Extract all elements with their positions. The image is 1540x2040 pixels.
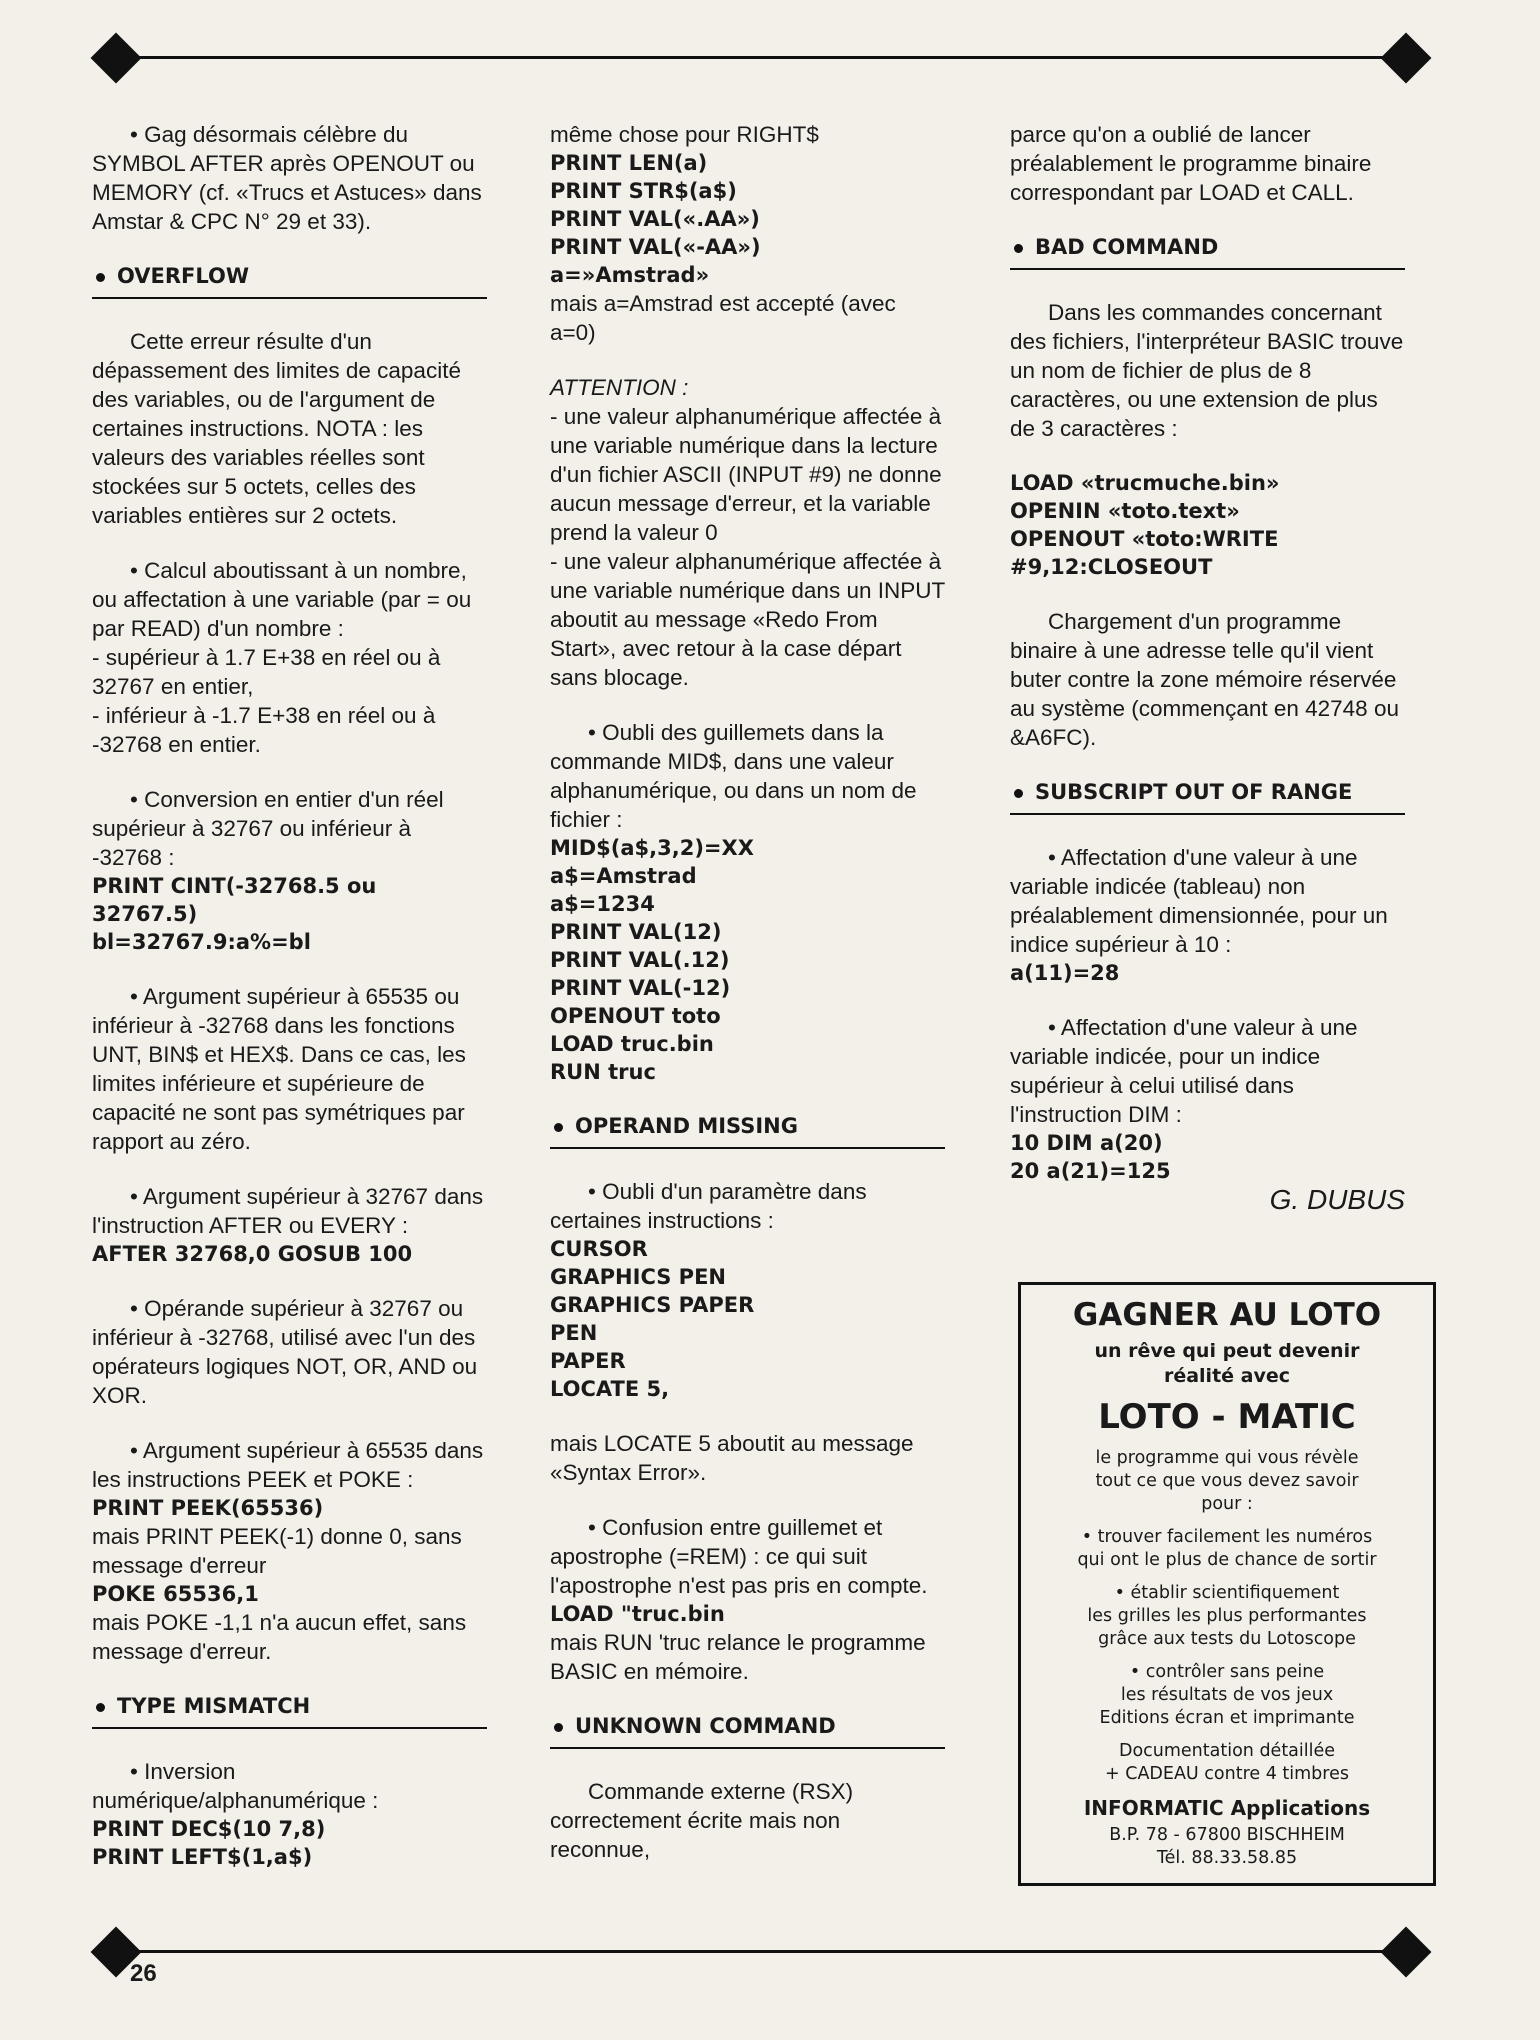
bottom-right-diamond-icon: [1381, 1927, 1432, 1978]
section-heading-subscript-out-of-range: SUBSCRIPT OUT OF RANGE: [1010, 778, 1405, 815]
paragraph: • Conversion en entier d'un réel supérieur à 32767 ou inférieur à -32768 :: [92, 787, 444, 870]
paragraph: • Argument supérieur à 65535 dans les instructions PEEK et POKE :: [92, 1438, 484, 1492]
section-heading-type-mismatch: TYPE MISMATCH: [92, 1692, 487, 1729]
paragraph: - supérieur à 1.7 E+38 en réel ou à 32767 en entier,: [92, 645, 441, 699]
code-line: OPENOUT toto: [550, 1004, 721, 1028]
ad-subtitle: un rêve qui peut devenir réalité avec: [1094, 1340, 1360, 1387]
page-number: 26: [130, 1960, 157, 1987]
code-block: [92, 1494, 487, 1522]
code-line: GRAPHICS PEN: [550, 1265, 726, 1289]
ad-intro: le programme qui vous révèle tout ce que vous devez savoir pour :: [1095, 1448, 1359, 1514]
section-heading-operand-missing: OPERAND MISSING: [550, 1112, 945, 1149]
code-line: PRINT CINT(-32768.5 ou 32767.5): [92, 874, 377, 926]
code-block: [550, 1600, 945, 1628]
code-block: [550, 1235, 945, 1403]
code-line: PEN: [550, 1321, 598, 1345]
paragraph: - une valeur alphanumérique affectée à une variable numérique dans la lecture d'un fichier ASCII (INPUT #9) ne donne aucun message d'erreur, et la variable prend la valeur 0: [550, 404, 942, 545]
code-line: PRINT DEC$(10 7,8): [92, 1817, 326, 1841]
code-line: 20 a(21)=125: [1010, 1159, 1171, 1183]
code-line: POKE 65536,1: [92, 1582, 259, 1606]
paragraph: • Inversion numérique/alphanumérique :: [92, 1759, 379, 1813]
code-line: bl=32767.9:a%=bl: [92, 930, 311, 954]
code-line: LOAD «trucmuche.bin»: [1010, 471, 1280, 495]
paragraph: parce qu'on a oublié de lancer préalablement le programme binaire correspondant par LOAD et CALL.: [1010, 122, 1372, 205]
paragraph: Cette erreur résulte d'un dépassement des limites de capacité des variables, ou de l'argument de certaines instructions. NOTA : les valeurs des variables réelles sont stockées sur 5 octets, celles des variables entières sur 2 octets.: [92, 329, 461, 528]
paragraph: • Affectation d'une valeur à une variable indicée, pour un indice supérieur à celui utilisé dans l'instruction DIM :: [1010, 1015, 1358, 1127]
section-heading-unknown-command: UNKNOWN COMMAND: [550, 1712, 945, 1749]
column-3: [1010, 120, 1405, 1240]
code-line: PRINT PEEK(65536): [92, 1496, 324, 1520]
code-line: OPENIN «toto.text»: [1010, 499, 1240, 523]
ad-benefit-1: • trouver facilement les numéros qui ont le plus de chance de sortir: [1077, 1527, 1377, 1570]
attention-label: ATTENTION :: [550, 375, 689, 400]
code-line: PAPER: [550, 1349, 626, 1373]
paragraph: mais PRINT PEEK(-1) donne 0, sans message d'erreur: [92, 1524, 462, 1578]
paragraph: Dans les commandes concernant des fichiers, l'interpréteur BASIC trouve un nom de fichier de plus de 8 caractères, ou une extension de plus de 3 caractères :: [1010, 300, 1404, 441]
paragraph: • Oubli des guillemets dans la commande MID$, dans une valeur alphanumérique, ou dans un nom de fichier :: [550, 720, 917, 832]
paragraph: - une valeur alphanumérique affectée à une variable numérique dans un INPUT aboutit au message «Redo From Start», avec retour à la case départ sans blocage.: [550, 549, 945, 690]
code-line: GRAPHICS PAPER: [550, 1293, 755, 1317]
top-rule: [110, 56, 1410, 59]
bullet-icon: [554, 1723, 563, 1732]
code-line: RUN truc: [550, 1060, 656, 1084]
paragraph: mais POKE -1,1 n'a aucun effet, sans message d'erreur.: [92, 1610, 467, 1664]
code-line: LOAD "truc.bin: [550, 1602, 725, 1626]
code-line: a(11)=28: [1010, 961, 1120, 985]
code-line: PRINT LEFT$(1,a$): [92, 1845, 313, 1869]
top-left-diamond-icon: [91, 33, 142, 84]
ad-company: INFORMATIC Applications: [1083, 1796, 1371, 1820]
code-block: [92, 1580, 487, 1608]
code-line: 10 DIM a(20): [1010, 1131, 1163, 1155]
ad-documentation: Documentation détaillée + CADEAU contre 4 timbres: [1105, 1741, 1349, 1784]
code-block: [550, 834, 945, 1086]
bottom-rule: [110, 1950, 1410, 1953]
code-line: PRINT VAL(-12): [550, 976, 731, 1000]
code-line: PRINT LEN(a): [550, 151, 708, 175]
code-line: PRINT VAL(.12): [550, 948, 730, 972]
column-1: [92, 120, 487, 1897]
code-line: a$=Amstrad: [550, 864, 697, 888]
author-signature: G. DUBUS: [1269, 1184, 1405, 1215]
paragraph: • Gag désormais célèbre du SYMBOL AFTER après OPENOUT ou MEMORY (cf. «Trucs et Astuces» dans Amstar & CPC N° 29 et 33).: [92, 122, 482, 234]
paragraph: mais a=Amstrad est accepté (avec a=0): [550, 291, 896, 345]
paragraph: mais LOCATE 5 aboutit au message «Syntax Error».: [550, 1431, 914, 1485]
code-block: [92, 1815, 487, 1871]
paragraph: • Confusion entre guillemet et apostrophe (=REM) : ce qui suit l'apostrophe n'est pas pris en compte.: [550, 1515, 928, 1598]
paragraph: • Calcul aboutissant à un nombre, ou affectation à une variable (par = ou par READ) d'un nombre :: [92, 558, 472, 641]
bullet-icon: [554, 1123, 563, 1132]
ad-product-name: LOTO - MATIC: [1098, 1397, 1356, 1437]
code-block: [1010, 959, 1405, 987]
ad-contact: B.P. 78 - 67800 BISCHHEIM Tél. 88.33.58.85: [1109, 1825, 1345, 1868]
paragraph: Chargement d'un programme binaire à une adresse telle qu'il vient buter contre la zone mémoire réservée au système (commençant en 42748 ou &A6FC).: [1010, 609, 1399, 750]
paragraph: • Oubli d'un paramètre dans certaines instructions :: [550, 1179, 867, 1233]
section-heading-bad-command: BAD COMMAND: [1010, 233, 1405, 270]
advertisement-box: [1018, 1282, 1436, 1886]
code-block: [550, 149, 945, 289]
code-block: [1010, 1129, 1405, 1185]
code-line: OPENOUT «toto:WRITE #9,12:CLOSEOUT: [1010, 527, 1279, 579]
code-line: PRINT STR$(a$): [550, 179, 737, 203]
code-line: a=»Amstrad»: [550, 263, 710, 287]
ad-title: GAGNER AU LOTO: [1072, 1297, 1382, 1333]
code-line: PRINT VAL(12): [550, 920, 722, 944]
bullet-icon: [1014, 789, 1023, 798]
paragraph: mais RUN 'truc relance le programme BASIC en mémoire.: [550, 1630, 926, 1684]
paragraph: • Argument supérieur à 32767 dans l'instruction AFTER ou EVERY :: [92, 1184, 484, 1238]
paragraph: Commande externe (RSX) correctement écrite mais non reconnue,: [550, 1779, 854, 1862]
paragraph: • Affectation d'une valeur à une variable indicée (tableau) non préalablement dimensionnée, pour un indice supérieur à 10 :: [1010, 845, 1388, 957]
code-line: a$=1234: [550, 892, 655, 916]
code-line: PRINT VAL(«.AA»): [550, 207, 760, 231]
bullet-icon: [96, 273, 105, 282]
column-2: [550, 120, 945, 1890]
code-line: MID$(a$,3,2)=XX: [550, 836, 754, 860]
section-heading-overflow: OVERFLOW: [92, 262, 487, 299]
ad-benefit-2: • établir scientifiquement les grilles les plus performantes grâce aux tests du Lotoscope: [1087, 1583, 1367, 1649]
code-line: LOCATE 5,: [550, 1377, 670, 1401]
code-line: PRINT VAL(«-AA»): [550, 235, 761, 259]
paragraph: - inférieur à -1.7 E+38 en réel ou à -32768 en entier.: [92, 703, 436, 757]
code-block: [1010, 469, 1405, 581]
code-line: LOAD truc.bin: [550, 1032, 714, 1056]
paragraph: même chose pour RIGHT$: [550, 122, 819, 147]
ad-benefit-3: • contrôler sans peine les résultats de vos jeux Editions écran et imprimante: [1099, 1662, 1355, 1728]
paragraph: • Opérande supérieur à 32767 ou inférieur à -32768, utilisé avec l'un des opérateurs logiques NOT, OR, AND ou XOR.: [92, 1296, 478, 1408]
code-line: CURSOR: [550, 1237, 648, 1261]
code-block: [92, 872, 487, 956]
code-block: [92, 1240, 487, 1268]
top-right-diamond-icon: [1381, 33, 1432, 84]
paragraph: • Argument supérieur à 65535 ou inférieur à -32768 dans les fonctions UNT, BIN$ et HEX$. Dans ce cas, les limites inférieure et supérieure de capacité ne sont pas symétriques par rapport au zéro.: [92, 984, 466, 1154]
code-line: AFTER 32768,0 GOSUB 100: [92, 1242, 413, 1266]
bullet-icon: [96, 1703, 105, 1712]
bullet-icon: [1014, 244, 1023, 253]
